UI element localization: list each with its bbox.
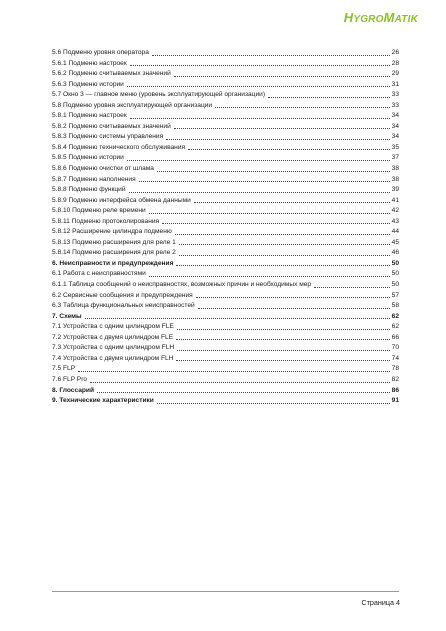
toc-entry[interactable] — [52, 111, 399, 122]
toc-entry-page: 38 — [391, 175, 399, 183]
toc-entry-title: 7.1 Устройства с одним цилиндром FLE — [52, 323, 174, 331]
dot-leader — [130, 118, 390, 119]
toc-entry-page: 34 — [391, 133, 399, 141]
toc-entry-page: 66 — [391, 333, 399, 341]
toc-entry-page: 35 — [391, 143, 399, 151]
toc-entry-title: 7. Схемы — [52, 312, 82, 320]
toc-entry-title: 5.8.12 Расширение цилиндра подменю — [52, 228, 172, 236]
toc-entry-title: 7.3 Устройства с одним цилиндром FLH — [52, 344, 175, 352]
toc-entry-title: 7.5 FLP — [52, 365, 76, 373]
toc-entry-page: 86 — [391, 386, 399, 394]
toc-entry-title: 5.7 Окно 3 — главное меню (уровень эксплуатирующей организации) — [52, 91, 266, 99]
toc-entry-title: 5.8.4 Подменю технического обслуживания — [52, 143, 186, 151]
dot-leader — [268, 97, 390, 98]
dot-leader — [314, 287, 390, 288]
dot-leader — [166, 139, 389, 140]
toc-entry-page: 42 — [391, 207, 399, 215]
toc-entry-page: 43 — [391, 217, 399, 225]
toc-entry[interactable] — [52, 248, 399, 259]
toc-entry-page: 91 — [391, 397, 399, 405]
dot-leader — [215, 107, 390, 108]
toc-entry-page: 41 — [391, 196, 399, 204]
footer-divider — [52, 591, 399, 592]
toc-entry[interactable] — [52, 333, 399, 344]
toc-entry-page: 50 — [391, 259, 399, 267]
dot-leader — [175, 234, 390, 235]
toc-entry-title: 6.1.1 Таблица сообщений о неисправностях, возможных причин и необходимых мер — [52, 281, 312, 289]
toc-entry[interactable] — [52, 206, 399, 217]
toc-entry[interactable] — [52, 238, 399, 249]
toc-entry-title: 5.6 Подменю уровня оператора — [52, 49, 149, 56]
dot-leader — [127, 86, 390, 87]
toc-entry-title: 7.2 Устройства с двумя цилиндром FLE — [52, 333, 174, 341]
toc-entry-title: 5.8.9 Подменю интерфейса обмена данными — [52, 196, 191, 204]
toc-entry-page: 62 — [391, 312, 399, 320]
dot-leader — [179, 255, 390, 256]
toc-entry-page: 44 — [391, 228, 399, 236]
toc-entry[interactable] — [52, 59, 399, 70]
toc-entry-title: 6.1 Работа с неисправностями — [52, 270, 146, 278]
toc-entry-title: 5.8.6 Подменю очистки от шлама — [52, 165, 154, 173]
toc-entry-title: 5.8.7 Подменю наполнения — [52, 175, 136, 183]
toc-entry[interactable] — [52, 343, 399, 354]
dot-leader — [174, 128, 390, 129]
dot-leader — [149, 276, 390, 277]
toc-entry[interactable] — [52, 375, 399, 386]
dot-leader — [198, 308, 390, 309]
dot-leader — [188, 149, 390, 150]
toc-entry[interactable] — [52, 269, 399, 280]
toc-entry-page: 45 — [391, 238, 399, 246]
toc-entry-title: 5.6.3 Подменю истории — [52, 80, 124, 88]
toc-entry-title: 5.8.2 Подменю считываемых значений — [52, 122, 171, 130]
dot-leader — [179, 244, 390, 245]
dot-leader — [176, 339, 390, 340]
dot-leader — [176, 265, 389, 266]
toc-entry-title: 6.3 Таблица функциональных неисправностей — [52, 302, 195, 310]
toc-entry-page: 29 — [391, 70, 399, 78]
toc-entry[interactable] — [52, 185, 399, 196]
toc-entry[interactable] — [52, 80, 399, 91]
toc-entry-page: 58 — [391, 302, 399, 310]
toc-entry[interactable] — [52, 312, 399, 323]
toc-entry-page: 37 — [391, 154, 399, 162]
toc-entry[interactable] — [52, 90, 399, 101]
logo-letters: YGRO — [353, 14, 384, 25]
toc-entry-page: 82 — [391, 375, 399, 383]
toc-entry[interactable] — [52, 322, 399, 333]
toc-entry-title: 5.8.5 Подменю истории — [52, 154, 124, 162]
dot-leader — [176, 360, 389, 361]
dot-leader — [97, 392, 390, 393]
toc-entry[interactable] — [52, 217, 399, 228]
toc-entry-title: 8. Глоссарий — [52, 386, 94, 394]
dot-leader — [129, 192, 390, 193]
toc-entry-title: 5.8.8 Подменю функций — [52, 186, 126, 194]
logo-letter: M — [383, 10, 395, 25]
toc-entry-page: 28 — [391, 59, 399, 67]
toc-entry-page: 39 — [391, 186, 399, 194]
dot-leader — [85, 318, 390, 319]
toc-entry[interactable] — [52, 175, 399, 186]
hygromatik-logo — [344, 10, 418, 25]
toc-entry-page: 33 — [391, 101, 399, 109]
toc-entry-title: 5.6.2 Подменю считываемых значений — [52, 70, 171, 78]
dot-leader — [149, 213, 390, 214]
toc-entry-page: 46 — [391, 249, 399, 257]
page-number: Страница 4 — [361, 598, 400, 607]
toc-entry[interactable] — [52, 354, 399, 365]
toc-entry-page: 33 — [391, 91, 399, 99]
toc-entry-page: 34 — [391, 122, 399, 130]
toc-entry-title: 7.4 Устройства с двумя цилиндром FLH — [52, 354, 174, 362]
toc-entry-page: 50 — [391, 281, 399, 289]
toc-entry-page: 31 — [391, 80, 399, 88]
toc-entry[interactable] — [52, 69, 399, 80]
toc-entry[interactable] — [52, 364, 399, 375]
logo-letter: H — [343, 10, 354, 25]
toc-entry-title: 5.8.13 Подменю расширения для реле 1 — [52, 238, 176, 246]
toc-entry[interactable] — [52, 48, 399, 59]
toc-entry-title: 5.8.14 Подменю расширения для реле 2 — [52, 249, 176, 257]
toc-entry[interactable] — [52, 122, 399, 133]
dot-leader — [157, 403, 390, 404]
toc-entry-title: 5.8.3 Подменю системы управления — [52, 133, 164, 141]
toc-entry-title: 5.8.11 Подменю протоколирования — [52, 217, 160, 225]
dot-leader — [174, 76, 390, 77]
toc-entry-page: 70 — [391, 344, 399, 352]
toc-entry-title: 6. Неисправности и предупреждения — [52, 259, 174, 267]
toc-entry-title: 6.2 Сервисные сообщения и предупреждения — [52, 291, 193, 299]
toc-entry-page: 34 — [391, 112, 399, 120]
toc-entry[interactable] — [52, 132, 399, 143]
toc-entry-page: 62 — [391, 323, 399, 331]
toc-entry[interactable] — [52, 164, 399, 175]
toc-entry-title: 5.8.10 Подменю реле времени — [52, 207, 146, 215]
dot-leader — [139, 181, 390, 182]
dot-leader — [90, 382, 390, 383]
toc-entry[interactable] — [52, 291, 399, 302]
toc-entry[interactable] — [52, 280, 399, 291]
dot-leader — [196, 297, 390, 298]
toc-entry[interactable] — [52, 386, 399, 397]
toc-entry-page: 26 — [391, 49, 399, 56]
toc-entry-title: 5.8.1 Подменю настроек — [52, 112, 127, 120]
logo-letters: ATIK — [394, 14, 418, 25]
dot-leader — [162, 223, 390, 224]
toc-entry[interactable] — [52, 196, 399, 207]
toc-entry[interactable] — [52, 259, 399, 270]
toc-entry-page: 38 — [391, 165, 399, 173]
toc-entry-title: 5.8 Подменю уровня эксплуатирующей организации — [52, 101, 213, 109]
toc-entry-page: 78 — [391, 365, 399, 373]
toc-entry[interactable] — [52, 143, 399, 154]
toc-entry-page: 57 — [391, 291, 399, 299]
dot-leader — [152, 55, 390, 56]
dot-leader — [157, 171, 390, 172]
toc-entry[interactable] — [52, 227, 399, 238]
toc-entry-title: 9. Технические характеристики — [52, 397, 154, 405]
toc-entry[interactable] — [52, 396, 399, 407]
toc-entry[interactable] — [52, 101, 399, 112]
dot-leader — [130, 65, 390, 66]
toc-entry[interactable] — [52, 153, 399, 164]
toc-entry-title: 5.6.1 Подменю настроек — [52, 59, 127, 67]
toc-entry-page: 74 — [391, 354, 399, 362]
toc-entry[interactable] — [52, 301, 399, 312]
toc-entry-page: 50 — [391, 270, 399, 278]
dot-leader — [194, 202, 390, 203]
dot-leader — [127, 160, 390, 161]
dot-leader — [78, 371, 390, 372]
toc-entry-title: 7.6 FLP Pro — [52, 375, 88, 383]
table-of-contents — [52, 48, 399, 407]
dot-leader — [177, 350, 390, 351]
dot-leader — [177, 329, 390, 330]
